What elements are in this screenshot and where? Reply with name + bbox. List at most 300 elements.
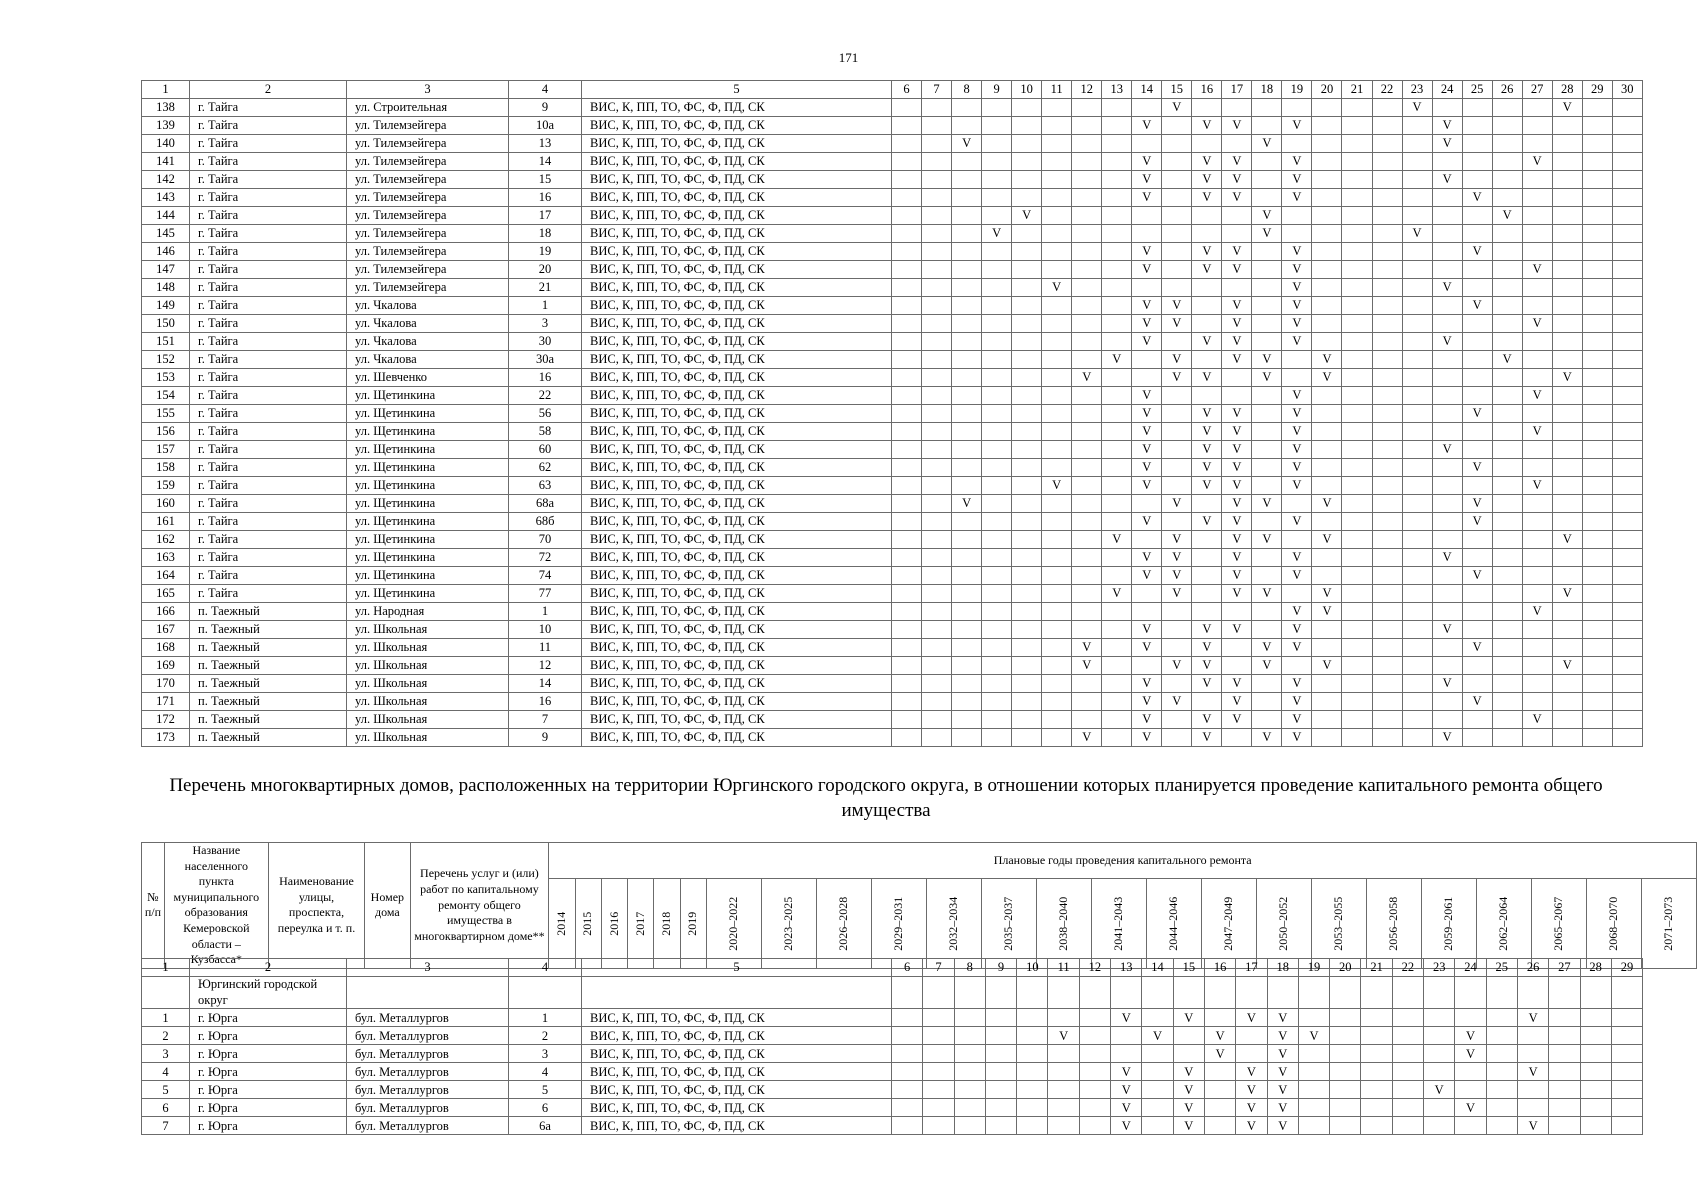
empty-year-cell (1372, 513, 1402, 531)
repair-mark: V (1252, 585, 1282, 603)
empty-year-cell (1517, 1027, 1548, 1045)
empty-year-cell (1173, 1045, 1204, 1063)
column-number: 26 (1517, 959, 1548, 977)
street-cell: ул. Школьная (347, 693, 509, 711)
settlement-cell: г. Юрга (190, 1045, 347, 1063)
works-list-cell: ВИС, К, ПП, ТО, ФС, Ф, ПД, СК (582, 189, 892, 207)
empty-year-cell (1492, 261, 1522, 279)
empty-year-cell (1372, 207, 1402, 225)
header-year-label: 2015 (580, 911, 595, 936)
settlement-cell: п. Таежный (190, 639, 347, 657)
empty-year-cell (985, 1045, 1016, 1063)
repair-mark: V (1312, 585, 1342, 603)
empty-year-cell (1079, 1063, 1110, 1081)
empty-year-cell (1612, 261, 1642, 279)
empty-year-cell (922, 567, 952, 585)
empty-year-cell (1492, 99, 1522, 117)
empty-year-cell (1282, 99, 1312, 117)
empty-year-cell (1432, 225, 1462, 243)
settlement-cell: г. Тайга (190, 549, 347, 567)
street-cell: бул. Металлургов (347, 1117, 509, 1135)
empty-year-cell (1552, 189, 1582, 207)
works-list-cell: ВИС, К, ПП, ТО, ФС, Ф, ПД, СК (582, 1009, 892, 1027)
repair-mark: V (1162, 369, 1192, 387)
street-cell: ул. Щетинкина (347, 459, 509, 477)
repair-mark: V (1222, 189, 1252, 207)
empty-cell (1424, 977, 1455, 1009)
empty-year-cell (1492, 387, 1522, 405)
empty-year-cell (1372, 675, 1402, 693)
repair-mark: V (1455, 1027, 1486, 1045)
empty-year-cell (1402, 315, 1432, 333)
empty-year-cell (1312, 567, 1342, 585)
empty-year-cell (1072, 171, 1102, 189)
repair-mark: V (1162, 549, 1192, 567)
header-year-period (981, 879, 1036, 968)
empty-year-cell (1312, 153, 1342, 171)
header-year-label: 2059–2061 (1441, 896, 1456, 951)
row-number: 7 (142, 1117, 190, 1135)
empty-year-cell (1072, 585, 1102, 603)
empty-year-cell (1342, 567, 1372, 585)
empty-year-cell (952, 603, 982, 621)
empty-year-cell (922, 333, 952, 351)
empty-year-cell (1402, 531, 1432, 549)
empty-year-cell (1012, 279, 1042, 297)
works-list-cell: ВИС, К, ПП, ТО, ФС, Ф, ПД, СК (582, 1027, 892, 1045)
empty-year-cell (1522, 117, 1552, 135)
works-list-cell: ВИС, К, ПП, ТО, ФС, Ф, ПД, СК (582, 603, 892, 621)
header-year-label: 2032–2034 (946, 896, 961, 951)
empty-year-cell (1042, 387, 1072, 405)
empty-year-cell (1312, 225, 1342, 243)
empty-year-cell (1361, 1081, 1392, 1099)
empty-year-cell (1582, 675, 1612, 693)
empty-year-cell (1372, 549, 1402, 567)
empty-year-cell (982, 639, 1012, 657)
empty-year-cell (1012, 567, 1042, 585)
empty-year-cell (1012, 261, 1042, 279)
street-cell: ул. Чкалова (347, 333, 509, 351)
empty-year-cell (1612, 567, 1642, 585)
repair-mark: V (1162, 297, 1192, 315)
empty-year-cell (954, 1027, 985, 1045)
empty-year-cell (1312, 387, 1342, 405)
empty-year-cell (1312, 477, 1342, 495)
empty-year-cell (922, 297, 952, 315)
street-cell: ул. Шевченко (347, 369, 509, 387)
empty-year-cell (1612, 171, 1642, 189)
empty-year-cell (1492, 153, 1522, 171)
house-number-cell: 60 (509, 441, 582, 459)
house-number-cell: 9 (509, 729, 582, 747)
empty-year-cell (1582, 279, 1612, 297)
empty-year-cell (1492, 459, 1522, 477)
empty-year-cell (892, 297, 922, 315)
empty-year-cell (1012, 549, 1042, 567)
settlement-cell: г. Тайга (190, 99, 347, 117)
empty-year-cell (1312, 189, 1342, 207)
repair-mark: V (1192, 261, 1222, 279)
repair-mark: V (1222, 315, 1252, 333)
empty-year-cell (1402, 387, 1432, 405)
empty-year-cell (1252, 153, 1282, 171)
empty-year-cell (1102, 495, 1132, 513)
empty-year-cell (1017, 1099, 1048, 1117)
street-cell: ул. Тилемзейгера (347, 117, 509, 135)
repair-mark: V (1522, 603, 1552, 621)
street-cell: ул. Щетинкина (347, 387, 509, 405)
empty-year-cell (1392, 1045, 1423, 1063)
empty-year-cell (1162, 171, 1192, 189)
repair-mark: V (1432, 729, 1462, 747)
settlement-cell: г. Тайга (190, 495, 347, 513)
row-number: 151 (142, 333, 190, 351)
empty-year-cell (1079, 1045, 1110, 1063)
empty-year-cell (1342, 603, 1372, 621)
empty-year-cell (1432, 387, 1462, 405)
empty-year-cell (1552, 297, 1582, 315)
repair-mark: V (1162, 657, 1192, 675)
repair-mark: V (1132, 117, 1162, 135)
repair-mark: V (1552, 585, 1582, 603)
repair-mark: V (1132, 333, 1162, 351)
empty-year-cell (1312, 333, 1342, 351)
row-number: 147 (142, 261, 190, 279)
repair-mark: V (1222, 153, 1252, 171)
page-number: 171 (838, 50, 859, 65)
empty-year-cell (1552, 243, 1582, 261)
empty-year-cell (1517, 1099, 1548, 1117)
empty-year-cell (1111, 1045, 1142, 1063)
row-number: 155 (142, 405, 190, 423)
empty-year-cell (1204, 1099, 1235, 1117)
empty-year-cell (1611, 1099, 1642, 1117)
empty-year-cell (1402, 333, 1432, 351)
empty-year-cell (1102, 171, 1132, 189)
empty-year-cell (1072, 387, 1102, 405)
row-number: 166 (142, 603, 190, 621)
column-number: 3 (347, 959, 509, 977)
empty-year-cell (1342, 549, 1372, 567)
empty-year-cell (1102, 279, 1132, 297)
street-cell: ул. Школьная (347, 657, 509, 675)
street-cell: ул. Щетинкина (347, 495, 509, 513)
empty-year-cell (1424, 1063, 1455, 1081)
empty-year-cell (1192, 99, 1222, 117)
empty-year-cell (985, 1027, 1016, 1045)
column-number: 20 (1312, 81, 1342, 99)
header-year-label: 2053–2055 (1331, 896, 1346, 951)
works-list-cell: ВИС, К, ПП, ТО, ФС, Ф, ПД, СК (582, 405, 892, 423)
empty-year-cell (1492, 603, 1522, 621)
repair-mark: V (1132, 405, 1162, 423)
repair-mark: V (1432, 549, 1462, 567)
repair-mark: V (1282, 261, 1312, 279)
header-year-label: 2023–2025 (781, 896, 796, 951)
empty-year-cell (1392, 1009, 1423, 1027)
empty-year-cell (1252, 315, 1282, 333)
empty-year-cell (952, 711, 982, 729)
header-year-label: 2056–2058 (1386, 896, 1401, 951)
empty-year-cell (922, 639, 952, 657)
empty-year-cell (1342, 315, 1372, 333)
empty-cell (1204, 977, 1235, 1009)
empty-year-cell (1012, 729, 1042, 747)
street-cell: ул. Тилемзейгера (347, 135, 509, 153)
header-year-period (1036, 879, 1091, 968)
settlement-cell: г. Юрга (190, 1117, 347, 1135)
empty-year-cell (1455, 1081, 1486, 1099)
repair-mark: V (1132, 171, 1162, 189)
empty-year-cell (1372, 171, 1402, 189)
empty-year-cell (1312, 711, 1342, 729)
street-cell: ул. Школьная (347, 711, 509, 729)
empty-year-cell (1486, 1027, 1517, 1045)
column-number: 19 (1282, 81, 1312, 99)
settlement-cell: г. Тайга (190, 513, 347, 531)
empty-year-cell (1102, 99, 1132, 117)
empty-year-cell (1192, 351, 1222, 369)
empty-year-cell (1486, 1009, 1517, 1027)
empty-year-cell (892, 567, 922, 585)
repair-mark: V (1132, 639, 1162, 657)
empty-year-cell (892, 1117, 923, 1135)
empty-year-cell (1462, 351, 1492, 369)
group-row (142, 977, 1643, 1009)
column-number: 6 (892, 81, 922, 99)
repair-mark: V (1492, 351, 1522, 369)
empty-year-cell (1522, 99, 1552, 117)
empty-year-cell (1072, 405, 1102, 423)
repair-mark: V (1282, 387, 1312, 405)
repair-mark: V (1192, 657, 1222, 675)
header-year-period (1091, 879, 1146, 968)
house-number-cell: 12 (509, 657, 582, 675)
empty-year-cell (1012, 351, 1042, 369)
empty-year-cell (1298, 1045, 1329, 1063)
house-number-cell: 16 (509, 189, 582, 207)
repair-mark: V (1222, 693, 1252, 711)
empty-cell (1048, 977, 1079, 1009)
settlement-cell: г. Тайга (190, 531, 347, 549)
empty-year-cell (952, 639, 982, 657)
column-number: 1 (142, 81, 190, 99)
empty-year-cell (1312, 207, 1342, 225)
empty-year-cell (922, 441, 952, 459)
empty-year-cell (1142, 1009, 1173, 1027)
empty-year-cell (892, 657, 922, 675)
table-row (142, 99, 1643, 117)
empty-year-cell (1462, 711, 1492, 729)
empty-year-cell (1522, 567, 1552, 585)
empty-cell (1267, 977, 1298, 1009)
works-list-cell: ВИС, К, ПП, ТО, ФС, Ф, ПД, СК (582, 207, 892, 225)
empty-year-cell (1102, 603, 1132, 621)
empty-year-cell (1492, 171, 1522, 189)
repair-mark: V (1072, 639, 1102, 657)
empty-year-cell (1372, 351, 1402, 369)
column-number: 9 (982, 81, 1012, 99)
empty-year-cell (1252, 297, 1282, 315)
empty-year-cell (1582, 225, 1612, 243)
empty-year-cell (1012, 315, 1042, 333)
header-year-label: 2068–2070 (1606, 896, 1621, 951)
empty-year-cell (1582, 99, 1612, 117)
empty-cell (1017, 977, 1048, 1009)
empty-year-cell (1252, 243, 1282, 261)
repair-mark: V (1192, 477, 1222, 495)
street-cell: ул. Народная (347, 603, 509, 621)
empty-year-cell (1072, 315, 1102, 333)
repair-mark: V (1142, 1027, 1173, 1045)
header-year-period (706, 879, 761, 968)
repair-mark: V (982, 225, 1012, 243)
empty-year-cell (1552, 315, 1582, 333)
empty-year-cell (982, 603, 1012, 621)
empty-year-cell (1492, 189, 1522, 207)
empty-year-cell (1462, 549, 1492, 567)
empty-year-cell (1486, 1045, 1517, 1063)
empty-year-cell (1580, 1081, 1611, 1099)
empty-year-cell (1582, 405, 1612, 423)
repair-mark: V (1111, 1063, 1142, 1081)
empty-year-cell (892, 423, 922, 441)
header-year-period (816, 879, 871, 968)
empty-year-cell (1342, 531, 1372, 549)
empty-year-cell (1342, 459, 1372, 477)
settlement-cell: г. Юрга (190, 1063, 347, 1081)
repair-mark: V (1173, 1063, 1204, 1081)
empty-year-cell (1102, 549, 1132, 567)
empty-year-cell (952, 261, 982, 279)
works-list-cell: ВИС, К, ПП, ТО, ФС, Ф, ПД, СК (582, 279, 892, 297)
header-year-label: 2044–2046 (1166, 896, 1181, 951)
empty-year-cell (1079, 1099, 1110, 1117)
empty-year-cell (1462, 729, 1492, 747)
empty-year-cell (1282, 495, 1312, 513)
empty-year-cell (1432, 531, 1462, 549)
empty-year-cell (1612, 279, 1642, 297)
empty-year-cell (1372, 315, 1402, 333)
row-number: 149 (142, 297, 190, 315)
repair-mark: V (1111, 1009, 1142, 1027)
column-number: 18 (1252, 81, 1282, 99)
empty-year-cell (1222, 369, 1252, 387)
settlement-cell: г. Тайга (190, 477, 347, 495)
empty-year-cell (1298, 1063, 1329, 1081)
empty-year-cell (1402, 279, 1432, 297)
empty-year-cell (1432, 207, 1462, 225)
empty-year-cell (952, 225, 982, 243)
repair-mark: V (1552, 531, 1582, 549)
row-number: 1 (142, 1009, 190, 1027)
empty-year-cell (1402, 405, 1432, 423)
repair-mark: V (1462, 513, 1492, 531)
repair-mark: V (1282, 711, 1312, 729)
repair-mark: V (1222, 477, 1252, 495)
header-year-label: 2017 (632, 911, 647, 936)
column-number: 21 (1342, 81, 1372, 99)
empty-year-cell (922, 315, 952, 333)
empty-year-cell (1282, 135, 1312, 153)
works-list-cell: ВИС, К, ПП, ТО, ФС, Ф, ПД, СК (582, 567, 892, 585)
repair-mark: V (1132, 459, 1162, 477)
empty-year-cell (1582, 513, 1612, 531)
empty-year-cell (1342, 351, 1372, 369)
repair-mark: V (1517, 1063, 1548, 1081)
empty-year-cell (892, 513, 922, 531)
table-row (142, 729, 1643, 747)
empty-year-cell (1432, 351, 1462, 369)
empty-year-cell (1424, 1045, 1455, 1063)
header-planned-years: Плановые годы проведения капитального ремонта (549, 843, 1697, 879)
empty-year-cell (982, 459, 1012, 477)
empty-year-cell (1204, 1063, 1235, 1081)
repair-mark: V (1282, 549, 1312, 567)
empty-year-cell (1522, 585, 1552, 603)
empty-cell (1392, 977, 1423, 1009)
repair-mark: V (1132, 549, 1162, 567)
table-row (142, 405, 1643, 423)
empty-year-cell (1462, 261, 1492, 279)
house-number-cell: 68б (509, 513, 582, 531)
empty-year-cell (1042, 153, 1072, 171)
empty-year-cell (1312, 441, 1342, 459)
empty-year-cell (1012, 603, 1042, 621)
empty-year-cell (1042, 351, 1072, 369)
house-number-cell: 3 (509, 315, 582, 333)
settlement-cell: г. Тайга (190, 441, 347, 459)
empty-year-cell (1432, 639, 1462, 657)
empty-year-cell (922, 531, 952, 549)
empty-year-cell (1252, 261, 1282, 279)
empty-year-cell (1462, 171, 1492, 189)
repair-mark: V (1162, 531, 1192, 549)
column-number: 7 (923, 959, 954, 977)
empty-year-cell (1612, 387, 1642, 405)
empty-year-cell (1252, 117, 1282, 135)
settlement-cell: г. Тайга (190, 315, 347, 333)
street-cell: ул. Щетинкина (347, 423, 509, 441)
empty-year-cell (1192, 549, 1222, 567)
works-list-cell: ВИС, К, ПП, ТО, ФС, Ф, ПД, СК (582, 423, 892, 441)
empty-year-cell (1522, 279, 1552, 297)
empty-year-cell (1132, 531, 1162, 549)
empty-year-cell (1042, 567, 1072, 585)
empty-year-cell (1549, 1063, 1580, 1081)
house-number-cell: 10 (509, 621, 582, 639)
house-number-cell: 70 (509, 531, 582, 549)
repair-mark: V (1111, 1081, 1142, 1099)
repair-mark: V (1492, 207, 1522, 225)
empty-year-cell (1432, 189, 1462, 207)
repair-mark: V (1252, 531, 1282, 549)
empty-year-cell (1522, 513, 1552, 531)
empty-year-cell (1462, 675, 1492, 693)
empty-year-cell (1582, 351, 1612, 369)
bottom-repair-table (141, 958, 1643, 1135)
empty-year-cell (1486, 1081, 1517, 1099)
column-number: 17 (1236, 959, 1267, 977)
empty-year-cell (1372, 405, 1402, 423)
empty-year-cell (923, 1117, 954, 1135)
empty-year-cell (985, 1009, 1016, 1027)
column-number: 8 (952, 81, 982, 99)
settlement-cell: г. Тайга (190, 153, 347, 171)
row-number: 146 (142, 243, 190, 261)
house-number-cell: 1 (509, 1009, 582, 1027)
